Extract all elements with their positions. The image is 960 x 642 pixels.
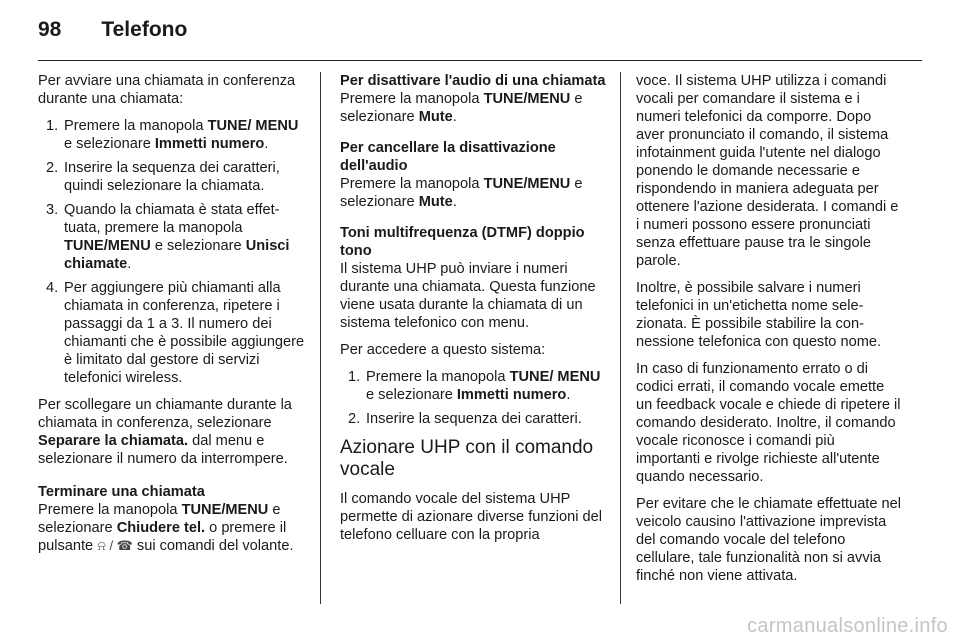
access-intro: Per accedere a questo sistema: xyxy=(340,342,546,358)
list-item: 2. Inserire la sequenza dei caratteri, quindi selezionare la chiamata. xyxy=(46,160,280,194)
column-divider-2 xyxy=(620,72,621,604)
phone-hangup-icon: ⍾ / ☎ xyxy=(97,538,133,553)
column-2 xyxy=(340,72,606,553)
list-item: 2. Inserire la sequenza dei caratteri. xyxy=(348,411,582,427)
dtmf-heading: Toni multifrequenza (DTMF) doppio tono xyxy=(340,225,585,259)
column-1 xyxy=(38,72,306,564)
unmute-paragraph: Premere la manopola TUNE/MENU e selezionare Mute. xyxy=(340,176,583,210)
list-item: 1. Premere la manopola TUNE/ MENU e selezionare Immetti numero. xyxy=(348,369,601,403)
voice-heading: Azionare UHP con il comando vocale xyxy=(340,437,594,480)
conference-intro: Per avviare una chiamata in conferenza durante una chiamata: xyxy=(38,73,296,107)
column-divider-1 xyxy=(320,72,321,604)
disconnect-paragraph: Per scollegare un chiamante durante la chiamata in conferenza, selezionare Separare la chiamata. dal menu e selezionare il numero da interrompere. xyxy=(38,397,292,467)
page-number: 98 xyxy=(38,18,62,41)
save-numbers-paragraph: Inoltre, è possibile salvare i numeri telefonici in un'etichetta nome selezionata. È possibile stabilire la connessione telefonica con questo nome. xyxy=(636,280,882,350)
list-item: 3. Quando la chiamata è stata effettuata, premere la manopola TUNE/MENU e selezionare Unisci chiamate. xyxy=(46,202,290,272)
mute-heading: Per disattivare l'audio di una chiamata xyxy=(340,73,606,89)
end-call-paragraph: Premere la manopola TUNE/MENU e selezionare Chiudere tel. o premere il pulsante ⍾ / ☎ sui comandi del volante. xyxy=(38,502,294,554)
error-handling-paragraph: In caso di funzionamento errato o di codici errati, il comando vocale emette un feedback vocale e chiede di ripetere il comando desiderato. Inoltre, il comando vocale riconosce i comandi più importanti e rivolge richieste all'utente quando necessario. xyxy=(636,361,901,485)
list-item: 4. Per aggiungere più chiamanti alla chiamata in conferenza, ripetere i passaggi da 1 a 3. Il numero dei chiamanti che è possibile aggiungere è limitato dal gestore di servizi telefonici wireless. xyxy=(46,280,305,386)
accidental-activation-paragraph: Per evitare che le chiamate effettuate nel veicolo causino l'attivazione imprevista del comando vocale del telefono cellulare, tale funzionalità non si avvia finché non viene attivata. xyxy=(636,496,902,584)
watermark: carmanualsonline.info xyxy=(747,615,948,637)
dtmf-paragraph: Il sistema UHP può inviare i numeri durante una chiamata. Questa funzione viene usata durante la chiamata di un sistema telefonico con menu. xyxy=(340,261,596,331)
unmute-heading: Per cancellare la disattivazione dell'audio xyxy=(340,140,556,174)
conference-steps xyxy=(38,117,306,387)
access-steps xyxy=(340,368,606,428)
header-rule xyxy=(38,60,922,61)
voice-paragraph: Il comando vocale del sistema UHP permette di azionare diverse funzioni del telefono celluare con la propria xyxy=(340,491,603,543)
section-title: Telefono xyxy=(101,18,188,41)
page-header xyxy=(38,18,187,48)
voice-paragraph-continued: voce. Il sistema UHP utilizza i comandi vocali per comandare il sistema e i numeri telefonici da comporre. Dopo aver pronunciato il comando, il sistema infotainment guida l'utente nel dialogo ponendo le domande necessarie e rispondendo in maniera adeguata per ottenere l'azione desiderata. I comandi e i numeri possono essere pronunciati senza effettuare pause tra le singole parole. xyxy=(636,73,899,269)
column-3 xyxy=(636,72,902,594)
list-item: 1. Premere la manopola TUNE/ MENU e selezionare Immetti numero. xyxy=(46,118,299,152)
mute-paragraph: Premere la manopola TUNE/MENU e selezionare Mute. xyxy=(340,91,583,125)
end-call-heading: Terminare una chiamata xyxy=(38,484,205,500)
